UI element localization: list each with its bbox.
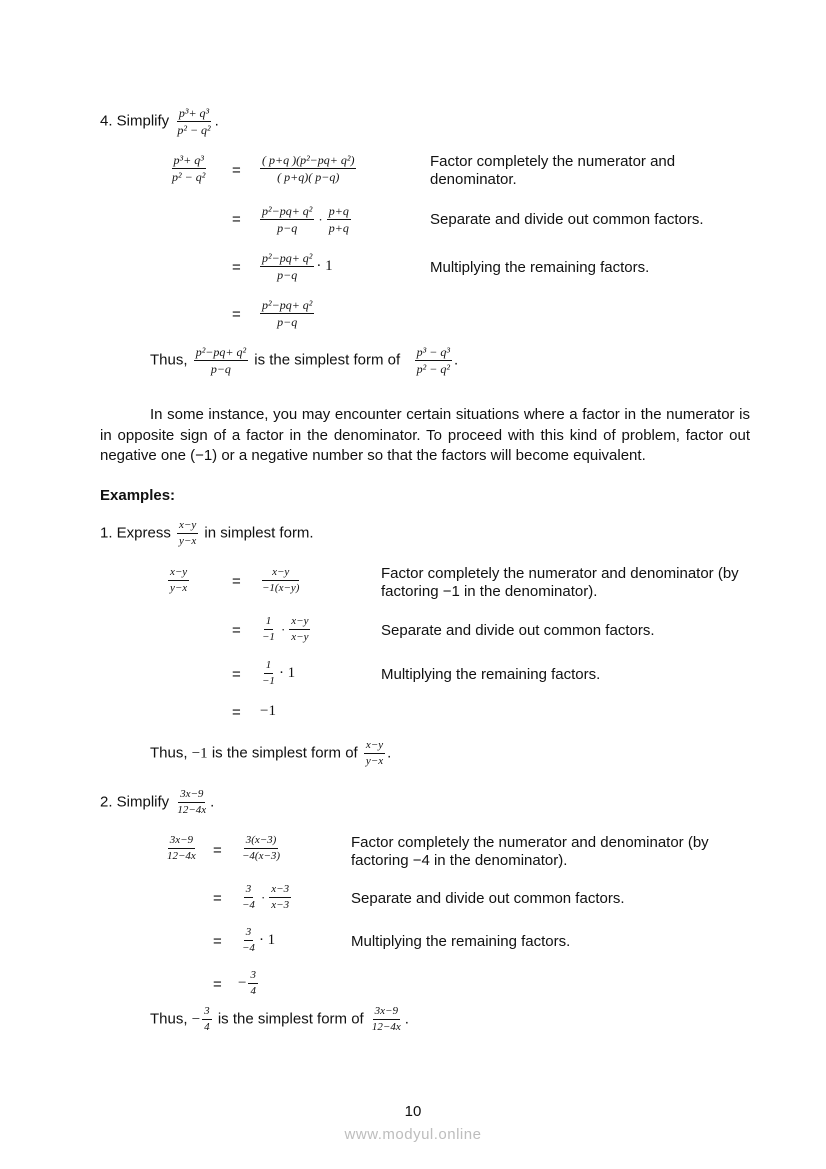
equals-sign: = [232, 622, 241, 639]
fraction: $\frac{\text{p²−pq+ q²}}{p-q}$ [262, 204, 313, 235]
step-rhs [238, 834, 284, 863]
fraction: $\frac{x-y}{y-x}$ [365, 739, 384, 767]
equals-sign: = [232, 573, 241, 590]
step-rhs: $\frac{\text{p²−pq+ q²}}{p-q}$ · $\frac{p+q}{p+q}$ [262, 204, 349, 235]
step-note: Multiplying the remaining factors. [430, 259, 650, 276]
equals-sign: = [232, 259, 241, 276]
equals-sign: = [213, 890, 222, 907]
fraction: $\frac{\text{p²−pq+ q²}}{p-q}$ [262, 251, 313, 282]
step-rhs: $\frac{3}{-4}$ · $\frac{x-3}{x-3}$ [242, 883, 290, 911]
fraction: $\frac{3}{4}$ [204, 1005, 210, 1033]
example-1-heading: 1. Express $\frac{x-y}{y-x}$ in simplest form. [100, 519, 314, 547]
fraction: $\frac{3x-9}{12-4x}$ [167, 834, 196, 862]
fraction: $\frac{3}{4}$ [250, 969, 256, 997]
equals-sign: = [232, 666, 241, 683]
fraction: $\frac{1}{-1}$ [262, 615, 275, 643]
equals-sign: = [232, 211, 241, 228]
step-note: Multiplying the remaining factors. [381, 666, 601, 683]
fraction: $\frac{\text{( p+q )(p²−pq+ q²)}}{( p+q)( p-q)}$ [262, 153, 355, 184]
fraction: $\frac{3}{-4}$ [242, 883, 255, 911]
equals-sign: = [232, 162, 241, 179]
fraction: $\frac{\text{p³ − q³}}{\text{p² − q²}}$ [416, 345, 450, 376]
equals-sign: = [232, 306, 241, 323]
fraction: $\frac{x-y}{y-x}$ [170, 566, 188, 594]
fraction: $\frac{3}{-4}$ [242, 926, 255, 954]
fraction: $\frac{\text{p²−pq+ q²}}{p-q}$ [262, 298, 313, 329]
step-lhs [168, 153, 209, 184]
step-rhs [258, 153, 358, 184]
step-rhs: − $\frac{3}{4}$ [238, 969, 256, 997]
fraction: $\frac{\text{p³+ q³}}{\text{p² − q²}}$ [172, 153, 206, 184]
fraction: $\frac{1}{-1}$ [262, 659, 275, 687]
step-rhs: $\frac{\text{p²−pq+ q²}}{p-q}$ · 1 [262, 251, 333, 282]
step-note: Factor completely the numerator and denominator. [430, 153, 676, 188]
fraction: $\frac{\text{p²−pq+ q²}}{p-q}$ [195, 345, 247, 376]
step-note: Multiplying the remaining factors. [351, 933, 571, 950]
step-rhs: $\frac{1}{-1}$ · $\frac{x-y}{x-y}$ [262, 615, 309, 643]
equals-sign: = [213, 842, 222, 859]
conclusion: Thus, − $\frac{3}{4}$ is the simplest form of $\frac{3x-9}{12-4x}$ . [150, 1005, 409, 1033]
body-paragraph: In some instance, you may encounter certain situations where a factor in the numerator is in opposite sign of a factor in the denominator. To proceed with this kind of problem, factor out negative one (−1) or a negative number so that the factors will become equivalent. [100, 406, 750, 464]
watermark: www.modyul.online [344, 1126, 482, 1143]
step-rhs [258, 566, 303, 595]
step-note: Separate and divide out common factors. [430, 211, 704, 228]
fraction: $\frac{x-3}{x-3}$ [271, 883, 290, 911]
equals-sign: = [213, 933, 222, 950]
page-number: 10 [404, 1103, 422, 1120]
step-lhs [163, 834, 200, 863]
step-note-line-2: factoring −4 in the denominator). [351, 852, 568, 869]
step-note: Separate and divide out common factors. [381, 622, 655, 639]
conclusion: Thus, $\frac{\text{p²−pq+ q²}}{p-q}$ is the simplest form of $\frac{\text{p³ − q³}}{\text{p² − q²}}$ . [150, 345, 459, 376]
examples-heading: Examples: [100, 487, 176, 504]
equals-sign: = [213, 976, 222, 993]
fraction: $\frac{3x-9}{12-4x}$ [177, 788, 207, 816]
step-rhs: $\frac{3}{-4}$ · 1 [242, 926, 276, 954]
fraction: $\frac{x-y}{-1(x-y)}$ [262, 566, 300, 594]
step-lhs [166, 566, 191, 595]
fraction: $\frac{p+q}{p+q}$ [328, 204, 349, 235]
fraction: $\frac{3x-9}{12-4x}$ [371, 1005, 401, 1033]
step-note: Separate and divide out common factors. [351, 890, 625, 907]
problem-4-heading: 4. Simplify $\frac{\text{p³+ q³}}{\text{p² − q²}}$ . [100, 106, 219, 137]
conclusion: Thus, −1 is the simplest form of $\frac{x-y}{y-x}$ . [150, 739, 392, 767]
step-rhs [258, 298, 316, 329]
step-note-line-1: Factor completely the numerator and denominator (by [351, 834, 709, 851]
step-note-line-1: Factor completely the numerator and denominator (by [381, 565, 739, 582]
example-2-heading: 2. Simplify $\frac{3x-9}{12-4x}$ . [100, 788, 215, 816]
fraction: $\frac{x-y}{x-y}$ [291, 615, 309, 643]
step-value: −1 [260, 703, 276, 719]
step-note-line-2: factoring −1 in the denominator). [381, 583, 598, 600]
fraction: $\frac{3(x-3)}{-4(x-3)}$ [242, 834, 281, 862]
equals-sign: = [232, 704, 241, 721]
fraction: $\frac{x-y}{y-x}$ [179, 519, 197, 547]
step-rhs: $\frac{1}{-1}$ · 1 [262, 659, 296, 687]
fraction: $\frac{\text{p³+ q³}}{\text{p² − q²}}$ [177, 106, 211, 137]
problem-label: 4. Simplify [100, 112, 170, 130]
